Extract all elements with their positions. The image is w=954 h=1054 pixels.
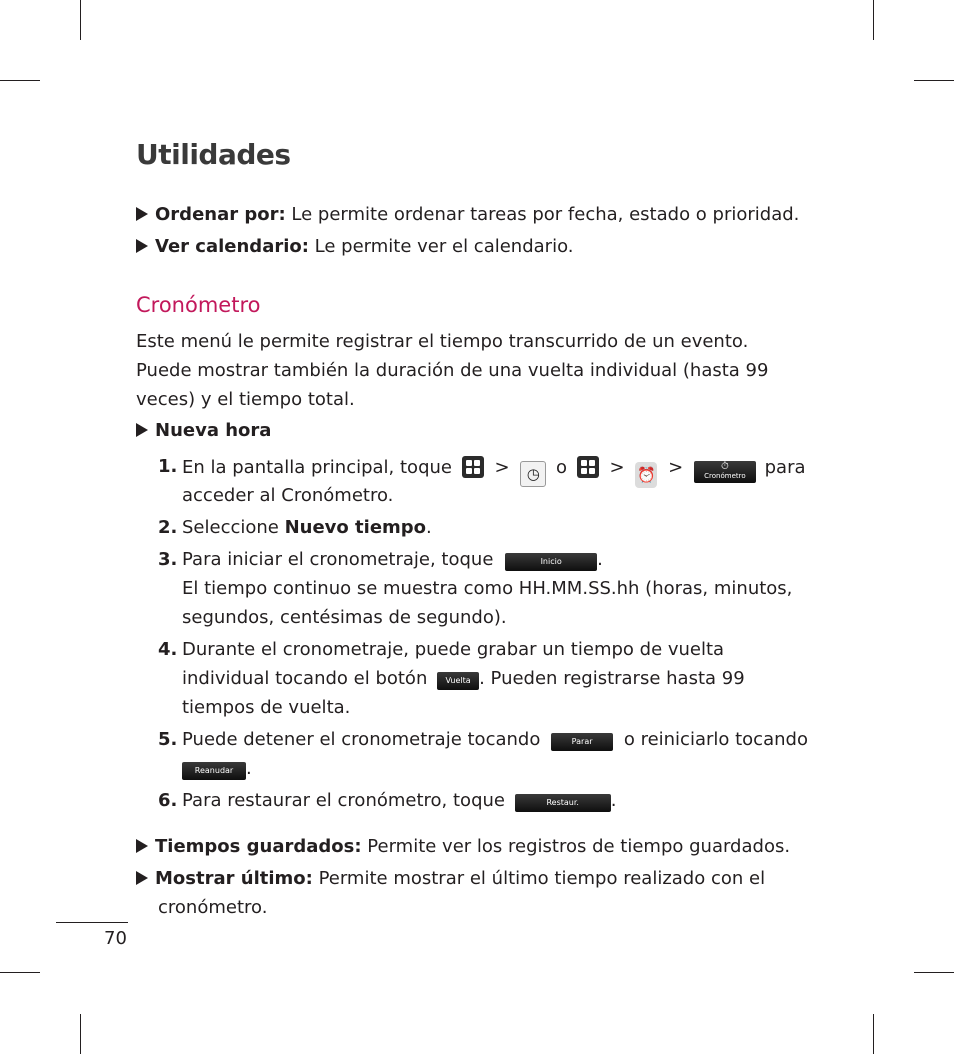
step-2-line (182, 517, 432, 539)
step-4-cont: tiempos de vuelta. (182, 697, 351, 718)
step-text: En la pantalla principal, toque (182, 457, 452, 478)
step-text: individual tocando el botón (182, 668, 428, 689)
step-number: 3. (158, 549, 178, 570)
apps-grid-icon (462, 456, 484, 478)
bullet-term: Ordenar por: (155, 204, 286, 225)
crop-mark (914, 80, 954, 81)
crop-mark (873, 0, 874, 40)
stopwatch-icon: ⏱ (720, 461, 729, 472)
bullet-calendario (136, 236, 574, 258)
step-1-line (182, 456, 806, 488)
step-text: Para restaurar el cronómetro, toque (182, 790, 505, 811)
intro-line: veces) y el tiempo total. (136, 389, 355, 410)
step-text: o (556, 457, 568, 478)
step-text: > (494, 457, 510, 478)
step-text: . (426, 517, 432, 538)
bullet-arrow-icon (136, 207, 148, 221)
step-5-cont (182, 758, 252, 780)
bullet-arrow-icon (136, 871, 148, 885)
page-title: Utilidades (136, 138, 291, 171)
step-text: > (668, 457, 684, 478)
bullet-arrow-icon (136, 839, 148, 853)
step-text: . Pueden registrarse hasta 99 (479, 668, 745, 689)
crop-mark (80, 0, 81, 40)
bullet-text: Le permite ordenar tareas por fecha, estado o prioridad. (285, 204, 800, 225)
section-heading: Cronómetro (136, 293, 261, 317)
step-number: 5. (158, 729, 178, 750)
step-3-line (182, 549, 603, 571)
page-number: 70 (104, 928, 127, 949)
step-text: . (610, 790, 617, 811)
subheading-label: Nueva hora (155, 420, 272, 441)
bullet-term: Mostrar último: (155, 868, 313, 889)
step-number: 4. (158, 639, 178, 660)
step-bold: Nuevo tiempo (284, 517, 427, 538)
footer-rule (56, 922, 128, 923)
inicio-button[interactable]: Inicio (505, 553, 597, 571)
step-4-line: Durante el cronometraje, puede grabar un tiempo de vuelta (182, 639, 725, 660)
parar-button[interactable]: Parar (551, 733, 613, 751)
bullet-cont: cronómetro. (158, 897, 268, 918)
bullet-tiempos-guardados (136, 836, 790, 858)
bullet-ordenar (136, 204, 799, 226)
bullet-text: Permite ver los registros de tiempo guardados. (361, 836, 791, 857)
step-number: 6. (158, 790, 178, 811)
bullet-term: Ver calendario: (155, 236, 309, 257)
clock-icon: ◷ (520, 461, 546, 487)
vuelta-button[interactable]: Vuelta (437, 672, 479, 690)
crop-mark (0, 972, 40, 973)
step-number: 1. (158, 456, 178, 477)
step-5-line (182, 729, 808, 751)
step-4-cont (182, 668, 745, 690)
step-3-cont: segundos, centésimas de segundo). (182, 607, 507, 628)
step-3-cont: El tiempo continuo se muestra como HH.MM.SS.hh (horas, minutos, (182, 578, 793, 599)
cronometro-button[interactable] (694, 461, 756, 483)
step-text: o reiniciarlo tocando (623, 729, 808, 750)
step-number: 2. (158, 517, 178, 538)
crop-mark (873, 1014, 874, 1054)
button-label: Cronómetro (704, 472, 746, 480)
subheading-nueva-hora (136, 420, 271, 442)
alarm-clock-icon: ⏰ (635, 462, 657, 488)
intro-line: Puede mostrar también la duración de una vuelta individual (hasta 99 (136, 360, 769, 381)
step-text: . (597, 549, 603, 570)
step-1-cont: acceder al Cronómetro. (182, 485, 394, 506)
step-text: Para iniciar el cronometraje, toque (182, 549, 494, 570)
step-text: para (764, 457, 806, 478)
apps-grid-icon (577, 456, 599, 478)
step-6-line (182, 790, 616, 812)
step-text: . (246, 758, 252, 779)
crop-mark (914, 972, 954, 973)
restaur-button[interactable]: Restaur. (515, 794, 611, 812)
bullet-term: Tiempos guardados: (155, 836, 362, 857)
crop-mark (0, 80, 40, 81)
bullet-text: Le permite ver el calendario. (308, 236, 574, 257)
step-text: Seleccione (182, 517, 285, 538)
bullet-arrow-icon (136, 423, 148, 437)
intro-line: Este menú le permite registrar el tiempo transcurrido de un evento. (136, 331, 749, 352)
crop-mark (80, 1014, 81, 1054)
step-text: > (609, 457, 625, 478)
bullet-text: Permite mostrar el último tiempo realizado con el (312, 868, 766, 889)
reanudar-button[interactable]: Reanudar (182, 762, 246, 780)
bullet-arrow-icon (136, 239, 148, 253)
step-text: Puede detener el cronometraje tocando (182, 729, 541, 750)
bullet-mostrar-ultimo (136, 868, 765, 890)
